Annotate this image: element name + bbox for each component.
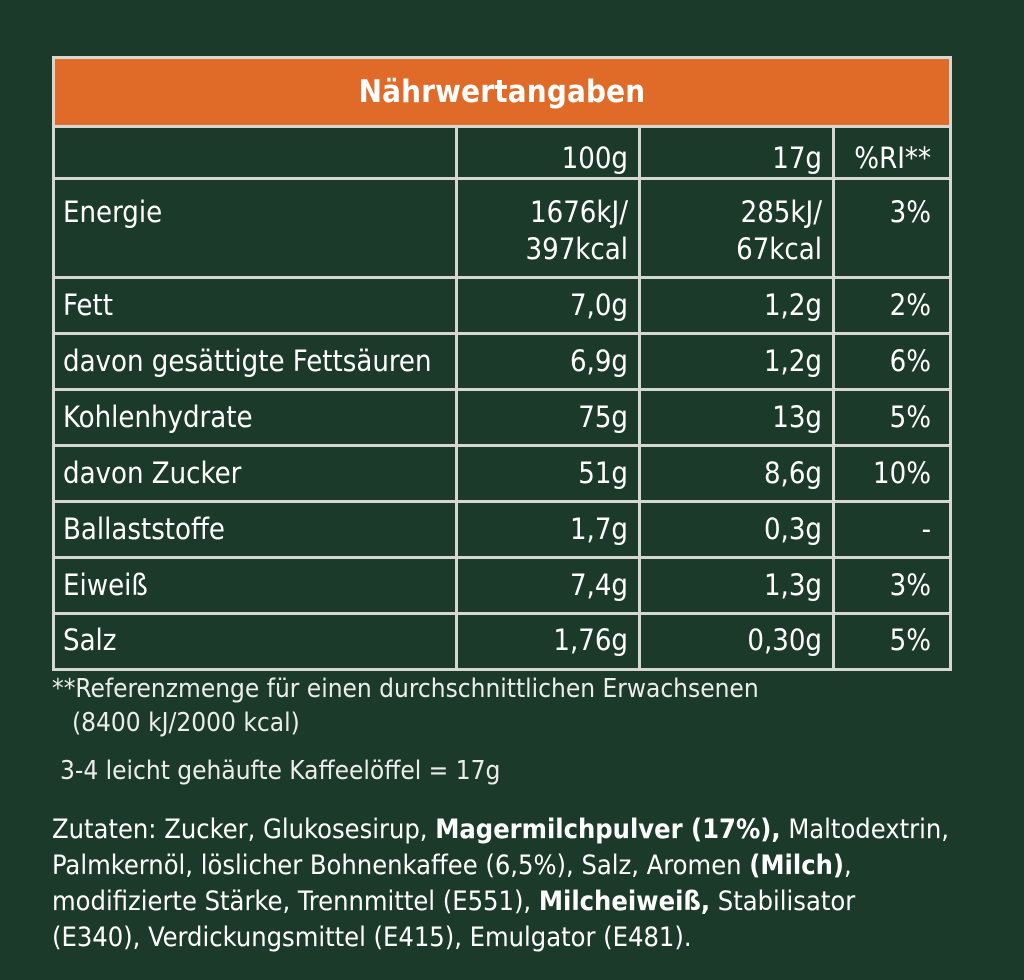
- ingredients-text: Palmkernöl, löslicher Bohnenkaffee (6,5%), Salz, Aromen: [52, 850, 750, 881]
- value-per-serving: [641, 180, 835, 276]
- nutrient-label: davon Zucker: [55, 447, 458, 500]
- table-title: Nährwertangaben: [55, 59, 949, 128]
- value-line: 67kcal: [736, 232, 822, 266]
- table-row: [55, 279, 949, 335]
- table-row: [55, 391, 949, 447]
- ingredients-list: [52, 812, 1012, 956]
- value-per-serving: 1,2g: [641, 279, 835, 332]
- nutrition-table: [52, 56, 952, 671]
- value-per-serving: 0,3g: [641, 503, 835, 556]
- table-row: [55, 615, 949, 668]
- value-ri: 3%: [889, 568, 931, 602]
- value-ri: 2%: [889, 288, 931, 322]
- ingredients-text: (E340), Verdickungsmittel (E415), Emulgator (E481).: [52, 922, 692, 953]
- nutrient-label: davon gesättigte Fettsäuren: [55, 335, 458, 388]
- value-per-serving: 8,6g: [641, 447, 835, 500]
- column-header-per-serving: 17g: [641, 128, 835, 177]
- table-row: [55, 559, 949, 615]
- value-line: 397kcal: [525, 232, 628, 266]
- table-row: [55, 447, 949, 503]
- ingredients-text: ,: [844, 850, 852, 881]
- value-line: 285kJ/: [740, 195, 822, 229]
- ingredients-allergen: (Milch): [749, 850, 844, 881]
- value-per100: 51g: [458, 447, 641, 500]
- value-per-serving: 1,2g: [641, 335, 835, 388]
- ingredients-text: Zutaten: Zucker, Glukosesirup,: [52, 814, 436, 845]
- value-ri: 5%: [889, 400, 931, 434]
- value-per100: 7,0g: [458, 279, 641, 332]
- value-per-serving: 1,3g: [641, 559, 835, 612]
- serving-note: 3-4 leicht gehäufte Kaffeelöffel = 17g: [60, 756, 501, 786]
- nutrient-label: Kohlenhydrate: [55, 391, 458, 444]
- nutrient-label: Eiweiß: [55, 559, 458, 612]
- value-per100: [458, 180, 641, 276]
- footnotes: [52, 672, 992, 788]
- value-line: 1676kJ/: [530, 195, 628, 229]
- ingredients-text: modifizierte Stärke, Trennmittel (E551),: [52, 886, 539, 917]
- value-per100: 6,9g: [458, 335, 641, 388]
- column-header-ri: %RI**: [854, 141, 931, 175]
- value-ri: 5%: [889, 623, 931, 657]
- value-per-serving: 0,30g: [641, 615, 835, 668]
- ingredients-allergen: Magermilchpulver (17%),: [435, 814, 781, 845]
- nutrient-label: Energie: [55, 180, 458, 276]
- nutrient-label: Ballaststoffe: [55, 503, 458, 556]
- ingredients-line: [52, 848, 1012, 884]
- column-header-per100: 100g: [458, 128, 641, 177]
- ingredients-line: [52, 884, 1012, 920]
- value-ri: -: [921, 512, 931, 546]
- ingredients-allergen: Milcheiweiß,: [538, 886, 711, 917]
- value-per-serving: 13g: [641, 391, 835, 444]
- value-per100: 1,7g: [458, 503, 641, 556]
- value-per100: 7,4g: [458, 559, 641, 612]
- value-ri: 3%: [889, 195, 931, 229]
- column-header-row: [55, 128, 949, 180]
- reference-note-values: (8400 kJ/2000 kcal): [72, 708, 300, 738]
- nutrient-label: Salz: [55, 615, 458, 668]
- value-per100: 1,76g: [458, 615, 641, 668]
- table-row: [55, 503, 949, 559]
- table-row: [55, 180, 949, 279]
- value-ri: 10%: [873, 456, 931, 490]
- ingredients-line: [52, 920, 1012, 956]
- ingredients-text: Maltodextrin,: [780, 814, 949, 845]
- ingredients-line: [52, 812, 1012, 848]
- value-ri: 6%: [889, 344, 931, 378]
- reference-note: **Referenzmenge für einen durchschnittlichen Erwachsenen: [52, 674, 759, 704]
- nutrient-label: Fett: [55, 279, 458, 332]
- value-per100: 75g: [458, 391, 641, 444]
- column-header-label: [55, 128, 458, 177]
- ingredients-text: Stabilisator: [710, 886, 856, 917]
- table-row: [55, 335, 949, 391]
